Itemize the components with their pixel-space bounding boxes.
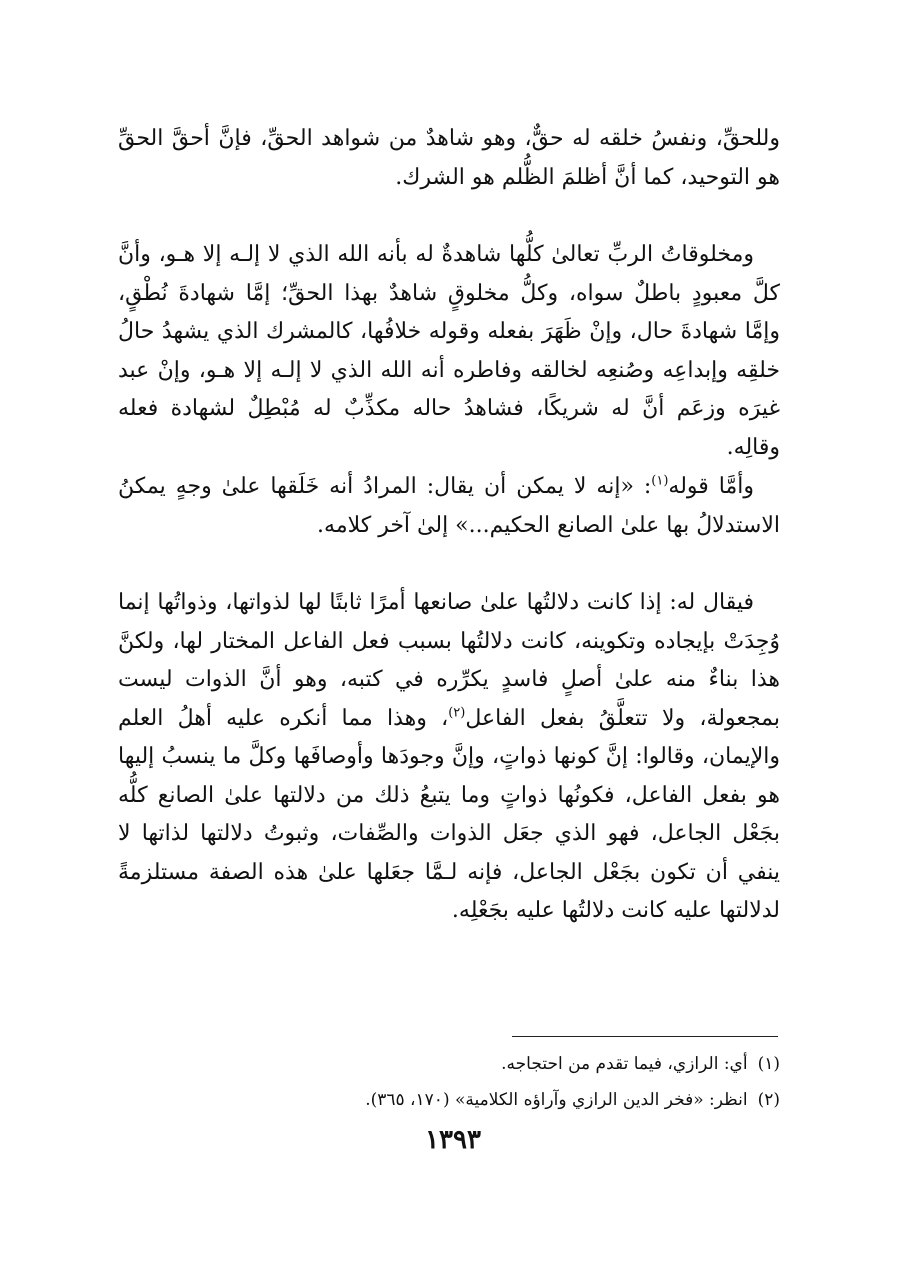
paragraph-3-body: : «إنه لا يمكن أن يقال: المرادُ أنه خَلَقها علىٰ وجهٍ يمكنُ الاستدلالُ بها علىٰ الصانع الحكيم...» إلىٰ آخر كلامه.	[118, 474, 780, 538]
paragraph-4	[118, 584, 780, 931]
paragraph-4-body: ، وهذا مما أنكره عليه أهلُ العلم والإيمان، وقالوا: إنَّ كونها ذواتٍ، وإنَّ وجودَها وأوصافَها وكلَّ ما ينسبُ إليها هو بفعل الفاعل، فكونُها ذواتٍ وما يتبعُ ذلك من دلالتها علىٰ الصانع كلُّه بجَعْل الجاعل، فهو الذي جعَل الذوات والصِّفات، وثبوتُ دلالتها لذاتها لا ينفي أن تكون بجَعْل الجاعل، فإنه لـمَّا جعَلها علىٰ هذه الصفة مستلزمةً لدلالتها عليه كانت دلالتُها عليه بجَعْلِه.	[118, 705, 780, 923]
paragraph-2: ومخلوقاتُ الربِّ تعالىٰ كلُّها شاهدةٌ له بأنه الله الذي لا إلـه إلا هـو، وأنَّ كلَّ معبودٍ باطلٌ سواه، وكلُّ مخلوقٍ شاهدٌ بهذا الحقِّ؛ إمَّا شهادةَ نُطْقٍ، وإمَّا شهادةَ حال، وإنْ ظَهَرَ بفعله وقوله خلافُها، كالمشرك الذي يشهدُ حالُ خلقِه وإبداعِه وصُنعِه لخالقه وفاطره أنه الله الذي لا إلـه إلا هـو، وإنْ عبد غيرَه وزعَم أنَّ له شريكًا، فشاهدُ حاله مكذِّبٌ له مُبْطِلٌ لشهادة فعله وقالِه.	[118, 242, 781, 460]
footnote-2-text: انظر: «فخر الدين الرازي وآراؤه الكلامية» (١٧٠، ٣٦٥).	[365, 1090, 748, 1110]
footnote-ref-1: (١)	[651, 473, 669, 489]
footnote-1-text: أي: الرازي، فيما تقدم من احتجاجه.	[501, 1054, 748, 1074]
paragraph-4-lead: فيقال له: إذا كانت دلالتُها علىٰ صانعها أمرًا ثابتًا لها لذواتها، وذواتُها إنما وُجِدَتْ بإيجاده وتكوينه، كانت دلالتُها بسبب فعل الفاعل المختار لها، ولكنَّ هذا بناءٌ منه علىٰ أصلٍ فاسدٍ يكرِّره في كتبه، وهو أنَّ الذوات ليست بمجعولة، ولا تتعلَّقُ بفعل الفاعل	[118, 590, 780, 731]
footnotes	[118, 1046, 780, 1118]
footnote-divider	[512, 1036, 778, 1037]
page-number: ١٣٩٣	[425, 1125, 481, 1155]
footnote-1	[118, 1046, 780, 1082]
footnote-2-number: (٢)	[757, 1090, 780, 1110]
footnote-2	[118, 1082, 780, 1118]
footnote-ref-2: (٢)	[448, 705, 466, 721]
paragraph-3-lead: وأمَّا قوله	[668, 474, 754, 499]
paragraph-1: وللحقِّ، ونفسُ خلقه له حقٌّ، وهو شاهدٌ من شواهد الحقِّ، فإنَّ أحقَّ الحقِّ هو التوحيد، كما أنَّ أظلمَ الظُّلم هو الشرك.	[118, 126, 780, 190]
paragraph-3	[118, 468, 780, 545]
footnote-1-number: (١)	[757, 1054, 780, 1074]
